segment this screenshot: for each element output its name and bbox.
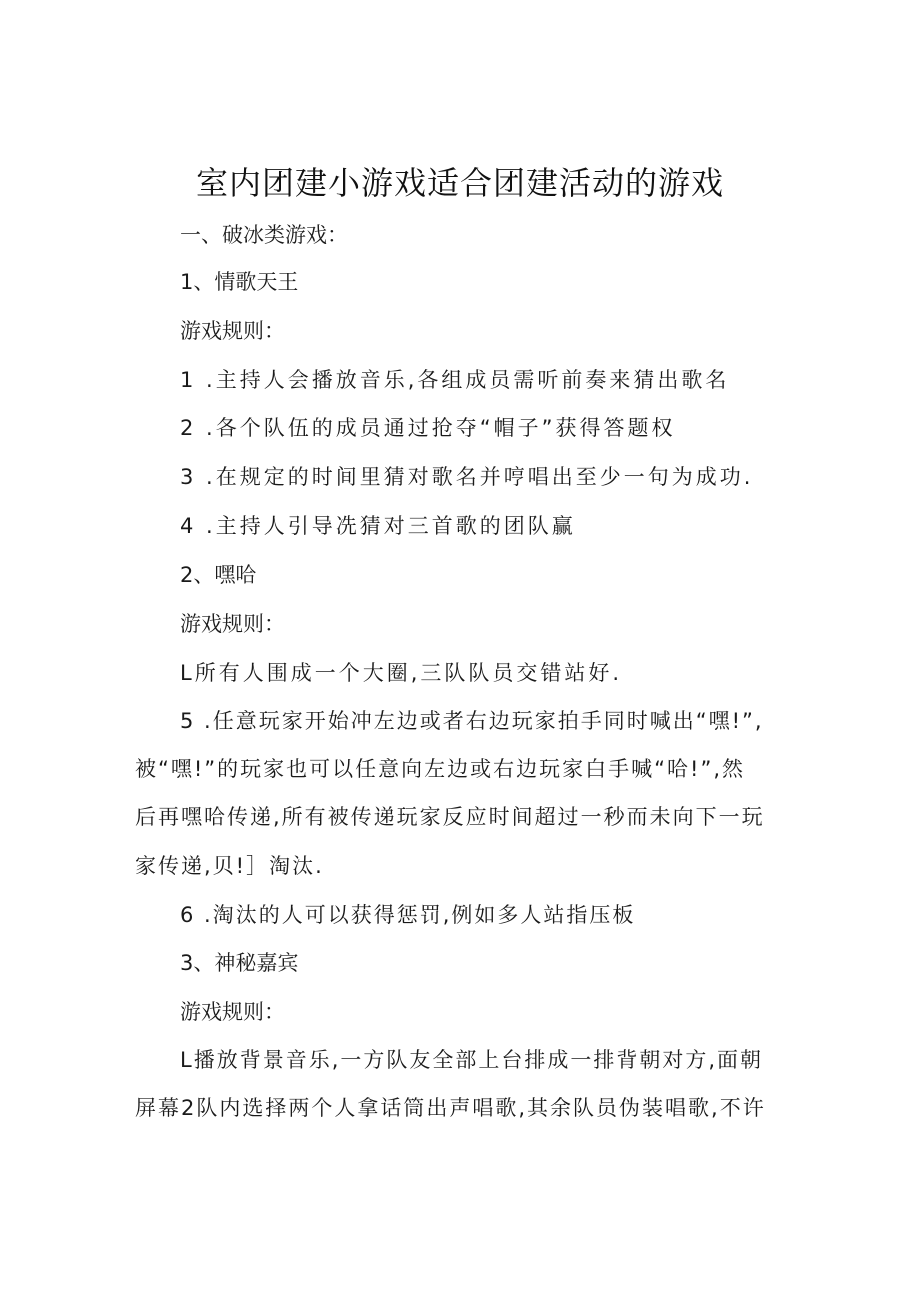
rule-item: 2 .各个队伍的成员通过抢夺“帽子”获得答题权 (180, 416, 676, 440)
rule-paragraph-line: L播放背景音乐,一方队友全部上台排成一排背朝对方,面朝 (180, 1048, 764, 1072)
rule-item: 3 .在规定的时间里猜对歌名并哼唱出至少一句为成功. (180, 465, 754, 489)
rule-item: 6 .淘汰的人可以获得惩罚,例如多人站指压板 (180, 903, 636, 927)
game-heading: 1、情歌天王 (180, 270, 299, 294)
rule-paragraph-line: 家传递,贝!］淘汰. (135, 854, 324, 878)
document-title: 室内团建小游戏适合团建活动的游戏 (195, 164, 724, 202)
rules-label: 游戏规则： (180, 319, 285, 343)
rule-item: 1 .主持人会播放音乐,各组成员需听前奏来猜出歌名 (180, 368, 730, 392)
game-heading: 3、神秘嘉宾 (180, 951, 299, 975)
rule-paragraph-line: 后再嘿哈传递,所有被传递玩家反应时间超过一秒而未向下一玩 (135, 805, 765, 829)
rule-paragraph-line: 5 .任意玩家开始冲左边或者右边玩家拍手同时喊出“嘿!”, (180, 709, 764, 733)
rules-label: 游戏规则： (180, 1000, 285, 1024)
section-heading: 一、破冰类游戏： (180, 223, 348, 247)
rule-paragraph-line: 被“嘿!”的玩家也可以任意向左边或右边玩家白手喊“哈!”,然 (135, 757, 746, 781)
rule-item: L所有人围成一个大圈,三队队员交错站好. (180, 661, 623, 685)
rule-item: 4 .主持人引导冼猜对三首歌的团队赢 (180, 514, 576, 538)
rules-label: 游戏规则： (180, 612, 285, 636)
rule-paragraph-line: 屏幕2队内选择两个人拿话筒出声唱歌,其余队员伪装唱歌,不许 (135, 1096, 766, 1120)
game-heading: 2、嘿哈 (180, 563, 257, 587)
